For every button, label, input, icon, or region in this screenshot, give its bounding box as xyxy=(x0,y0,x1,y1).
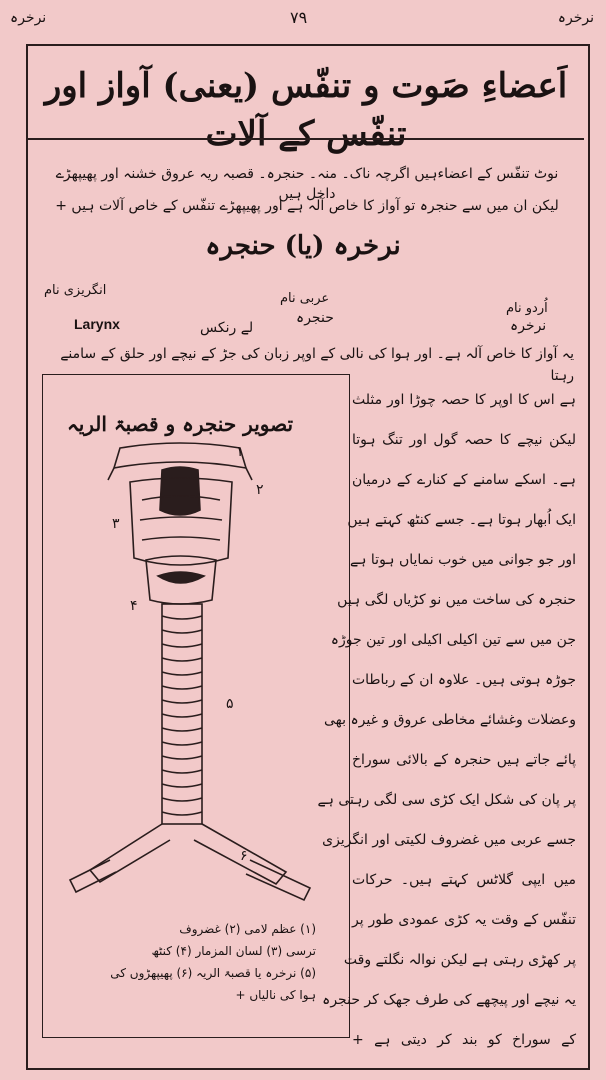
note-line-1: نوٹ تنفّس کے اعضاءہیں اگرچہ ناک۔ منہ۔ حنجرہ۔ قصبہ ریہ عروق خشنہ اور پھیپھڑے داخل ہیں xyxy=(55,166,559,202)
running-header xyxy=(0,6,606,36)
figure-legend-line-2: ترسی (۳) لسان المزمار (۴) کنٹھ xyxy=(151,944,316,958)
figure-legend-line-1: (۱) عظم لامی (۲) غضروف xyxy=(179,922,316,936)
body-line: جسے عربی میں غضروف لکیتی اور انگریزی xyxy=(322,832,576,848)
hyoid-bone-shape xyxy=(114,443,246,468)
english-name-urdu-transliteration: لے رنکس xyxy=(200,320,254,336)
body-line: وعضلات وغشائے مخاطی عروق و غیرہ بھی xyxy=(324,712,576,728)
body-line: پر پان کی شکل ایک کڑی سی لگی رہتی ہے xyxy=(317,792,576,808)
figure-label-2: ۲ xyxy=(256,482,264,498)
body-line: لیکن نیچے کا حصہ گول اور تنگ ہوتا xyxy=(352,432,576,448)
body-line: پائے جاتے ہیں حنجرہ کے بالائی سوراخ xyxy=(352,752,576,768)
trachea-rings xyxy=(162,616,202,815)
epiglottis-shape xyxy=(160,467,200,515)
body-line: کے سوراخ کو بند کر دیتی ہے + xyxy=(352,1032,576,1048)
larynx-trachea-illustration xyxy=(50,440,340,910)
figure-label-6: ۶ xyxy=(240,848,248,864)
running-title-right: نرخرہ xyxy=(557,10,594,26)
figure-label-4: ۴ xyxy=(130,598,138,614)
urdu-name-heading: اُردو نام xyxy=(506,301,548,316)
body-line: اور جو جوانی میں خوب نمایاں ہوتا ہے xyxy=(350,552,576,568)
section-title: نرخرہ (یا) حنجرہ xyxy=(205,231,401,261)
running-title-left: نرخرہ xyxy=(10,10,47,26)
arabic-name-value: حنجرہ xyxy=(296,310,334,326)
trachea-shape xyxy=(162,604,202,824)
body-line: حنجرہ کی ساخت میں نو کڑیاں لگی ہیں xyxy=(337,592,576,608)
body-line: ہے۔ اسکے سامنے کے کنارے کے درمیان xyxy=(352,472,576,488)
body-line: ہے اس کا اوپر کا حصہ چوڑا اور مثلث xyxy=(352,392,576,408)
body-line: پر کھڑی رہتی ہے لیکن نوالہ نگلتے وقت xyxy=(343,952,576,968)
intro-paragraph: یہ آواز کا خاص آلہ ہے۔ اور ہوا کی نالی کے اوپر زبان کی جڑ کے نیچے اور حلق کے سامنے رہتا xyxy=(60,346,574,384)
body-line: ایک اُبھار ہوتا ہے۔ جسے کنٹھ کہتے ہیں xyxy=(347,512,576,528)
english-name-value: Larynx xyxy=(74,316,120,332)
english-name-heading: انگریزی نام xyxy=(44,283,107,298)
figure-legend-line-4: ہوا کی نالیاں + xyxy=(235,988,316,1002)
urdu-name-value: نرخرہ xyxy=(510,318,547,334)
figure-label-5: ۵ xyxy=(226,696,234,712)
title-divider xyxy=(28,138,584,140)
arabic-name-heading: عربی نام xyxy=(280,291,330,306)
body-line: جوڑہ ہوتی ہیں۔ علاوہ ان کے رباطات xyxy=(351,672,576,688)
page-title: اَعضاءِ صَوت و تنفّس (یعنی) آواز اور تنفّس کے آلات xyxy=(44,66,568,154)
note-line-2: لیکن ان میں سے حنجرہ تو آواز کا خاص آلہ ہے اور پھیپھڑے تنفّس کے خاص آلات ہیں + xyxy=(55,198,559,214)
figure-legend-line-3: (۵) نرخرہ یا قصبۃ الریہ (۶) پھیپھڑوں کی xyxy=(110,966,316,980)
page-number: ۷۹ xyxy=(290,8,308,27)
body-line: جن میں سے تین اکیلی اکیلی اور تین جوڑہ xyxy=(330,632,576,648)
left-bronchus-shape xyxy=(90,824,170,882)
figure-label-1: ۱ xyxy=(236,444,244,460)
figure-label-3: ۳ xyxy=(112,516,120,532)
body-line: یہ نیچے اور پیچھے کی طرف جھک کر حنجرہ xyxy=(322,992,576,1008)
figure-title: تصویر حنجرہ و قصبۃ الریہ xyxy=(66,412,294,436)
body-line: میں ایپی گلاٹس کہتے ہیں۔ حرکات xyxy=(352,872,576,888)
body-text-column xyxy=(317,380,576,1060)
body-line: تنفّس کے وقت یہ کڑی عمودی طور پر xyxy=(352,912,576,928)
